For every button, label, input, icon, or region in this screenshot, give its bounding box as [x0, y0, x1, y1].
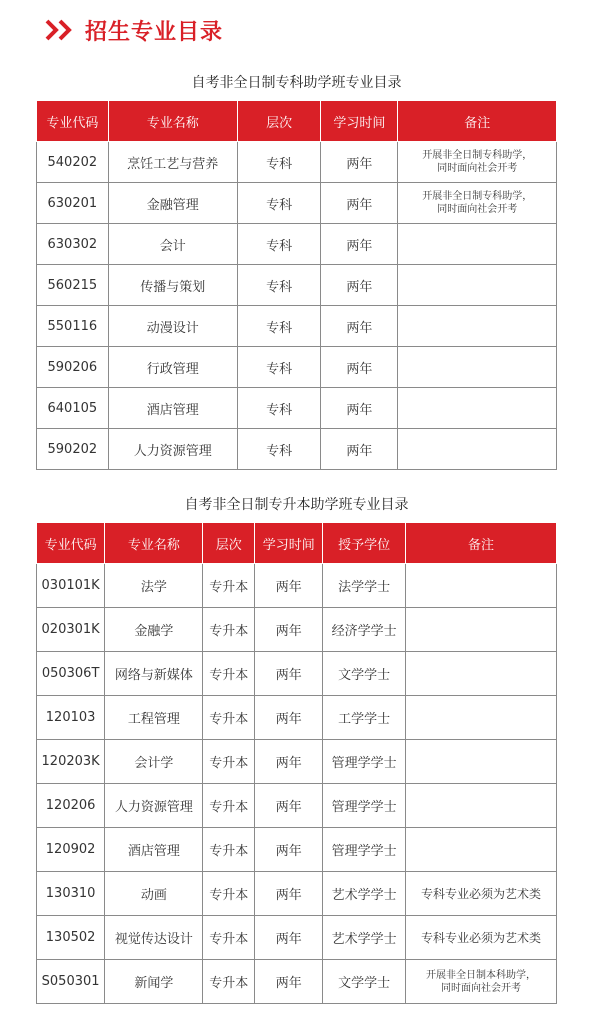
cell-degree: 管理学学士 [323, 740, 406, 784]
cell-degree: 文学学士 [323, 960, 406, 1004]
cell-name: 视觉传达设计 [105, 916, 203, 960]
cell-degree: 经济学学士 [323, 608, 406, 652]
cell-degree: 管理学学士 [323, 784, 406, 828]
cell-level: 专科 [237, 306, 321, 347]
table-row [37, 265, 557, 306]
header-code: 专业代码 [37, 523, 105, 564]
table-row [37, 564, 557, 608]
cell-note [398, 142, 557, 183]
header-note: 备注 [406, 523, 557, 564]
header-degree: 授予学位 [323, 523, 406, 564]
table-row [37, 740, 557, 784]
table-row [37, 306, 557, 347]
cell-name: 金融学 [105, 608, 203, 652]
table-header-row [37, 101, 557, 142]
cell-level: 专升本 [203, 608, 255, 652]
cell-name: 动漫设计 [108, 306, 237, 347]
table-row [37, 142, 557, 183]
table-row [37, 608, 557, 652]
note-line: 专科专业必须为艺术类 [421, 931, 542, 945]
header-level: 层次 [237, 101, 321, 142]
cell-duration: 两年 [321, 142, 398, 183]
header-level: 层次 [203, 523, 255, 564]
table-row [37, 828, 557, 872]
cell-name: 网络与新媒体 [105, 652, 203, 696]
cell-degree: 工学学士 [323, 696, 406, 740]
cell-level: 专科 [237, 265, 321, 306]
cell-name: 动画 [105, 872, 203, 916]
cell-name: 行政管理 [108, 347, 237, 388]
cell-degree: 管理学学士 [323, 828, 406, 872]
cell-code: 050306T [37, 652, 105, 696]
cell-note [406, 564, 557, 608]
cell-code: 550116 [37, 306, 109, 347]
table-row [37, 652, 557, 696]
cell-level: 专升本 [203, 784, 255, 828]
table-row [37, 183, 557, 224]
cell-code: 630302 [37, 224, 109, 265]
cell-duration: 两年 [321, 429, 398, 470]
cell-code: 640105 [37, 388, 109, 429]
cell-duration: 两年 [255, 872, 323, 916]
cell-code: 590202 [37, 429, 109, 470]
table-header-row [37, 523, 557, 564]
cell-code: 540202 [37, 142, 109, 183]
cell-level: 专升本 [203, 828, 255, 872]
cell-name: 法学 [105, 564, 203, 608]
cell-code: 120902 [37, 828, 105, 872]
table-row [37, 347, 557, 388]
cell-note [398, 183, 557, 224]
cell-level: 专升本 [203, 696, 255, 740]
cell-name: 酒店管理 [108, 388, 237, 429]
cell-degree: 文学学士 [323, 652, 406, 696]
cell-level: 专升本 [203, 872, 255, 916]
cell-code: 120103 [37, 696, 105, 740]
header-duration: 学习时间 [321, 101, 398, 142]
cell-note [406, 608, 557, 652]
cell-code: S050301 [37, 960, 105, 1004]
cell-note [406, 652, 557, 696]
table-row [37, 872, 557, 916]
cell-name: 会计学 [105, 740, 203, 784]
cell-name: 酒店管理 [105, 828, 203, 872]
cell-name: 烹饪工艺与营养 [108, 142, 237, 183]
header-code: 专业代码 [37, 101, 109, 142]
cell-degree: 艺术学学士 [323, 916, 406, 960]
cell-name: 传播与策划 [108, 265, 237, 306]
cell-code: 590206 [37, 347, 109, 388]
cell-name: 新闻学 [105, 960, 203, 1004]
header-name: 专业名称 [105, 523, 203, 564]
note-line: 专科专业必须为艺术类 [421, 887, 542, 901]
cell-note [406, 828, 557, 872]
cell-degree: 艺术学学士 [323, 872, 406, 916]
cell-level: 专科 [237, 347, 321, 388]
cell-duration: 两年 [255, 916, 323, 960]
cell-duration: 两年 [321, 265, 398, 306]
header-name: 专业名称 [108, 101, 237, 142]
cell-level: 专科 [237, 429, 321, 470]
cell-note [398, 388, 557, 429]
specialty-table-junior-college [36, 100, 557, 470]
note-line: 开展非全日制本科助学， [426, 969, 537, 981]
cell-code: 120206 [37, 784, 105, 828]
cell-level: 专升本 [203, 564, 255, 608]
cell-duration: 两年 [255, 564, 323, 608]
double-chevron-right-icon [45, 19, 75, 41]
table-row [37, 388, 557, 429]
cell-duration: 两年 [321, 183, 398, 224]
table-row [37, 224, 557, 265]
cell-level: 专升本 [203, 652, 255, 696]
cell-duration: 两年 [255, 740, 323, 784]
cell-code: 560215 [37, 265, 109, 306]
cell-name: 工程管理 [105, 696, 203, 740]
note-line: 同时面向社会开考 [441, 982, 522, 994]
table-row [37, 916, 557, 960]
cell-name: 人力资源管理 [108, 429, 237, 470]
cell-note [406, 916, 557, 960]
note-line: 开展非全日制专科助学， [422, 191, 533, 202]
cell-level: 专科 [237, 183, 321, 224]
note-line: 同时面向社会开考 [437, 204, 518, 215]
note-line: 同时面向社会开考 [437, 163, 518, 174]
cell-level: 专升本 [203, 916, 255, 960]
cell-name: 会计 [108, 224, 237, 265]
cell-duration: 两年 [255, 784, 323, 828]
note-line: 开展非全日制专科助学， [422, 150, 533, 161]
cell-code: 130502 [37, 916, 105, 960]
header-duration: 学习时间 [255, 523, 323, 564]
cell-code: 120203K [37, 740, 105, 784]
cell-note [406, 696, 557, 740]
cell-note [398, 265, 557, 306]
cell-level: 专科 [237, 388, 321, 429]
table-row [37, 784, 557, 828]
cell-name: 人力资源管理 [105, 784, 203, 828]
cell-degree: 法学学士 [323, 564, 406, 608]
page-title: 招生专业目录 [85, 19, 224, 45]
cell-note [398, 306, 557, 347]
table-row [37, 960, 557, 1004]
cell-code: 130310 [37, 872, 105, 916]
cell-level: 专升本 [203, 740, 255, 784]
cell-level: 专科 [237, 142, 321, 183]
cell-duration: 两年 [321, 347, 398, 388]
cell-duration: 两年 [255, 960, 323, 1004]
cell-duration: 两年 [321, 388, 398, 429]
page-header [45, 10, 223, 50]
cell-code: 020301K [37, 608, 105, 652]
cell-note [406, 960, 557, 1004]
table-row [37, 429, 557, 470]
table1-caption: 自考非全日制专科助学班专业目录 [191, 75, 402, 91]
cell-note [398, 347, 557, 388]
cell-duration: 两年 [255, 828, 323, 872]
cell-duration: 两年 [255, 652, 323, 696]
specialty-table-bachelor-upgrade [36, 522, 557, 1004]
table2-caption: 自考非全日制专升本助学班专业目录 [184, 497, 409, 513]
cell-name: 金融管理 [108, 183, 237, 224]
cell-level: 专升本 [203, 960, 255, 1004]
cell-note [406, 784, 557, 828]
cell-note [398, 224, 557, 265]
cell-level: 专科 [237, 224, 321, 265]
header-note: 备注 [398, 101, 557, 142]
cell-note [406, 740, 557, 784]
table-row [37, 696, 557, 740]
cell-duration: 两年 [321, 224, 398, 265]
cell-code: 030101K [37, 564, 105, 608]
cell-code: 630201 [37, 183, 109, 224]
cell-duration: 两年 [321, 306, 398, 347]
cell-note [406, 872, 557, 916]
cell-note [398, 429, 557, 470]
cell-duration: 两年 [255, 696, 323, 740]
cell-duration: 两年 [255, 608, 323, 652]
